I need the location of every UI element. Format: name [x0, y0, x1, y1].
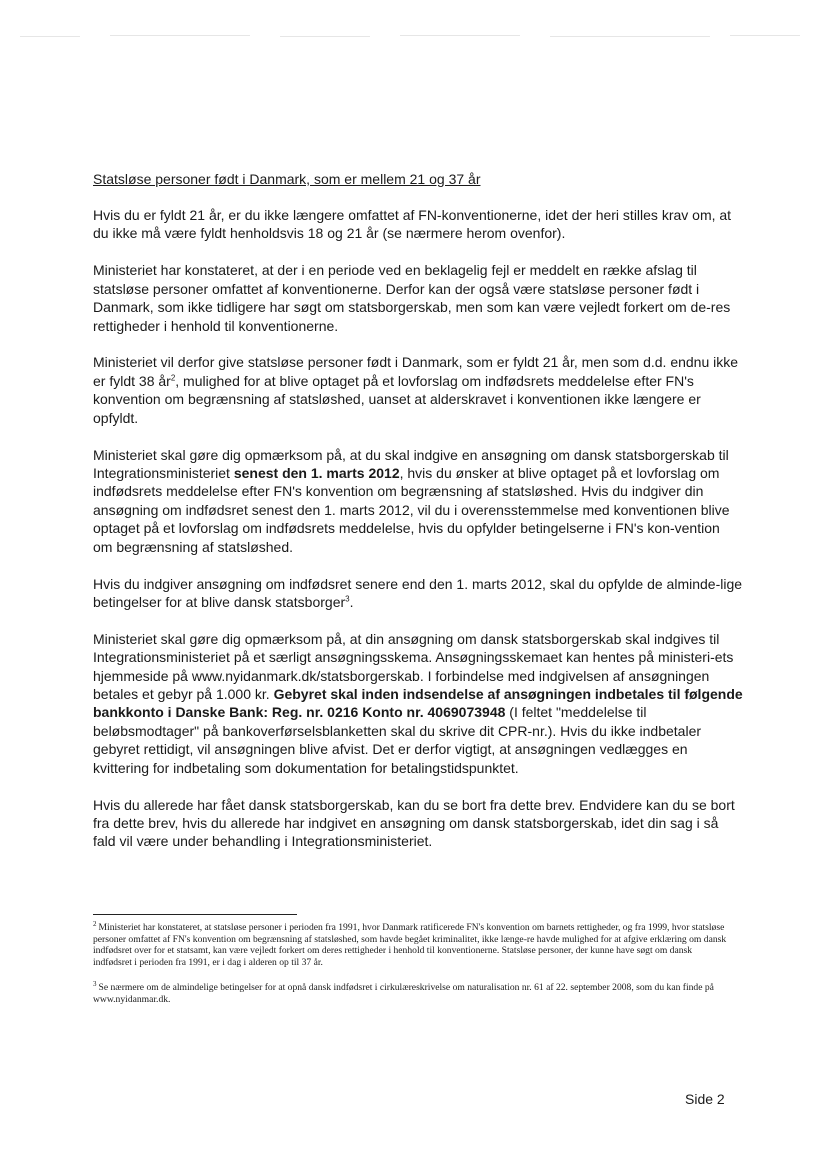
page-number: Side 2	[685, 1091, 725, 1107]
paragraph-offer	[93, 353, 743, 427]
footnote-reference-2: 2	[170, 373, 176, 383]
footnote-3	[93, 982, 733, 1005]
section-heading: Statsløse personer født i Danmark, som er mellem 21 og 37 år	[93, 171, 481, 187]
scan-artifact-line	[0, 30, 826, 44]
paragraph-error-notice: Ministeriet har konstateret, at der i en periode ved en beklagelig fejl er meddelt en række afslag til statsløse personer omfattet af konventionerne. Derfor kan der også være statsløse personer født i Danmark, som ikke tidligere har søgt om statsborgerskab, men som kan være vejledt forkert om de-res rettigheder i henhold til konventionerne.	[93, 262, 731, 334]
paragraph-fee-text-b: (I feltet "meddelelse til beløbsmodtager" på bankoverførselsblanketten skal du skrive dit CPR-nr.). Hvis du ikke indbetaler gebyret rettidigt, vil ansøgningen blive afvist. Det er derfor vigtigt, at ansøgningen vedlægges en kvittering for indbetaling som dokumentation for betalingstidspunktet.	[93, 704, 702, 776]
paragraph-offer-text-a: Ministeriet vil derfor give statsløse personer født i Danmark, som er fyldt 21 år, men som d.d. endnu ikke er fyldt 38 år	[93, 354, 739, 389]
paragraph-late-text-a: Hvis du indgiver ansøgning om indfødsret senere end den 1. marts 2012, skal du opfylde de alminde-lige betingelser for at blive dansk statsborger	[93, 575, 743, 610]
footnote-2	[93, 919, 733, 968]
paragraph-offer-text-b: , mulighed for at blive optaget på et lovforslag om indfødsrets meddelelse efter FN's konvention om begrænsning af statsløshed, uanset at alderskravet i konventionen ikke længere er opfyldt.	[93, 372, 701, 426]
letter-body	[93, 170, 743, 869]
footnote-2-text: Ministeriet har konstateret, at statsløse personer i perioden fra 1991, hvor Danmark ratificerede FN's konvention om barnets rettigheder, og fra 1999, hvor statsløse personer omfattet af FN's konvention om begrænsning af statsløshed, som havde begået kriminalitet, ikke længe-re havde mulighed for at afgive erklæring om dansk indfødsret over for et statsamt, kan være vejledt forkert om deres rettigheder i henhold til konventionerne. Statsløse personer, der kunne have søgt om dansk indfødsret i perioden fra 1991, er i dag i alderen op til 37 år.	[93, 922, 727, 968]
paragraph-disregard: Hvis du allerede har fået dansk statsborgerskab, kan du se bort fra dette brev. Endvidere kan du se bort fra dette brev, hvis du allerede har indgivet en ansøgning om dansk statsborgerskab, idet din sag i så fald vil være under behandling i Integrationsministeriet.	[93, 796, 735, 850]
footnote-divider	[93, 914, 297, 915]
paragraph-deadline-text-a: Ministeriet skal gøre dig opmærksom på, at du skal indgive en ansøgning om dansk statsborgerskab til Integrationsministeriet	[93, 446, 729, 481]
deadline-date: senest den 1. marts 2012	[233, 464, 400, 481]
bank-account-details: Gebyret skal inden indsendelse af ansøgningen indbetales til følgende bankkonto i Danske Bank: Reg. nr. 0216 Konto nr. 4069073948	[93, 686, 743, 721]
footnote-3-mark: 3	[93, 980, 97, 989]
footnotes	[93, 919, 733, 1020]
paragraph-late-application	[93, 575, 743, 612]
paragraph-age-limit: Hvis du er fyldt 21 år, er du ikke længere omfattet af FN-konventionerne, idet der heri stilles krav om, at du ikke må være fyldt henholdsvis 18 og 21 år (se nærmere herom ovenfor).	[93, 207, 732, 242]
paragraph-deadline	[93, 446, 743, 556]
footnote-reference-3: 3	[345, 594, 350, 604]
paragraph-fee-text-a: Ministeriet skal gøre dig opmærksom på, at din ansøgning om dansk statsborgerskab skal indgives til Integrationsministeriet på et særligt ansøgningsskema. Ansøgningsskemaet kan hentes på ministeri-ets hjemmeside på www.nyidanmark.dk/statsborgerskab. I forbindelse med indgivelsen af ansøgningen betales et gebyr på 1.000 kr.	[93, 630, 734, 703]
paragraph-deadline-text-b: , hvis du ønsker at blive optaget på et lovforslag om indfødsrets meddelelse efter FN's konvention om begrænsning af statsløshed. Hvis du indgiver din ansøgning om indfødsret senest den 1. marts 2012, vil du i overensstemmelse med konventionen blive optaget på et lovforslag om indfødsrets meddelelse, hvis du opfylder betingelserne i FN's kon-vention om begrænsning af statsløshed.	[93, 464, 730, 555]
paragraph-late-text-b: .	[349, 593, 354, 610]
paragraph-application-fee	[93, 630, 743, 777]
footnote-2-mark: 2	[93, 919, 97, 928]
footnote-3-text: Se nærmere om de almindelige betingelser for at opnå dansk indfødsret i cirkulæreskrivelse om naturalisation nr. 61 af 22. september 2008, som du kan finde på www.nyidanmar.dk.	[93, 982, 714, 1005]
